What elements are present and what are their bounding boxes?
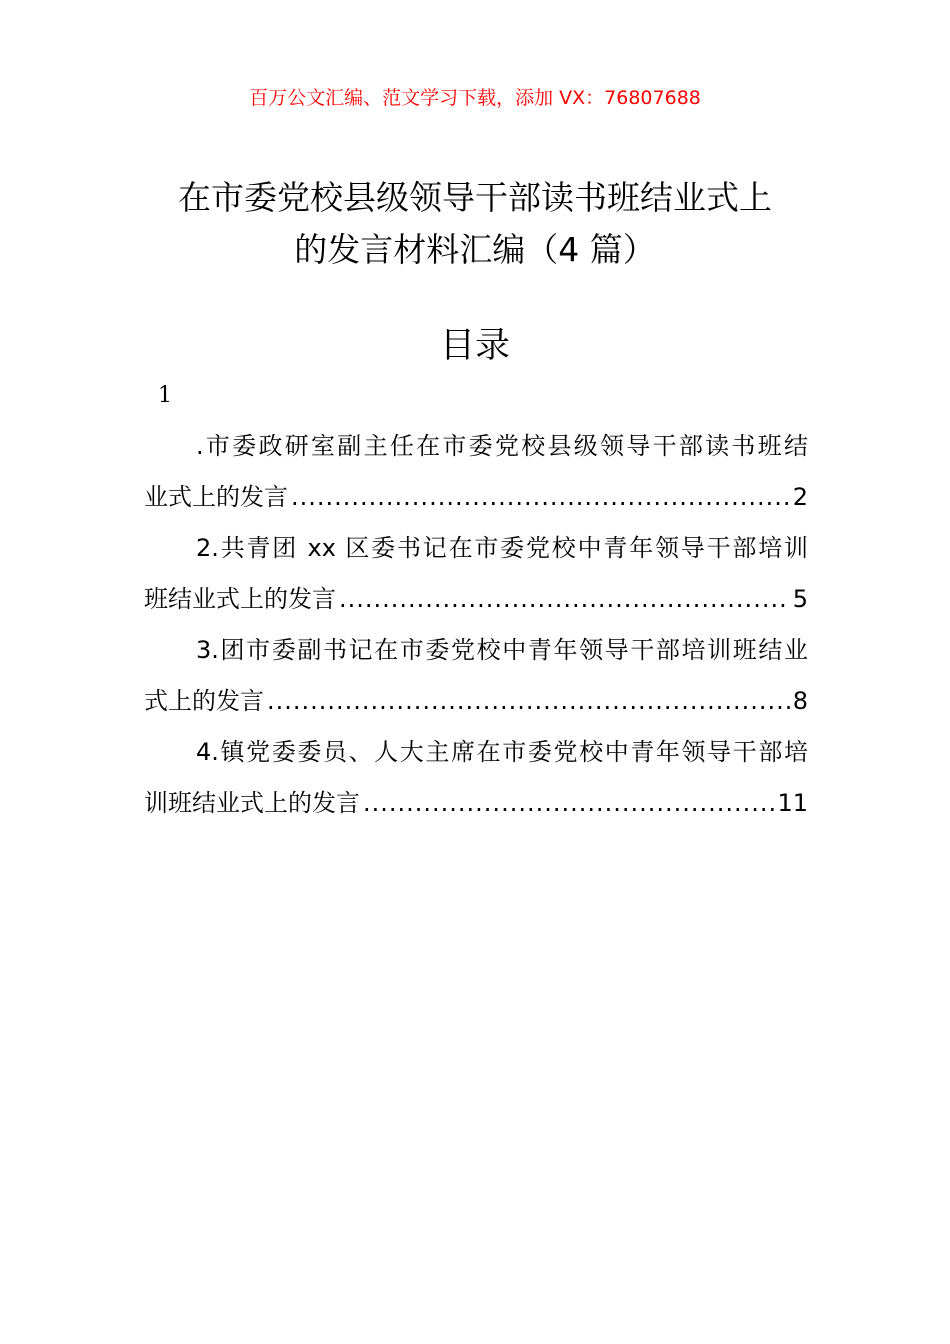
toc-entry-title-line-2 [144, 574, 808, 625]
page-marker: 1 [158, 383, 172, 408]
toc-entry-title-line-2 [144, 676, 808, 727]
toc-page-number: 5 [792, 585, 808, 613]
toc-page-number: 2 [792, 483, 808, 511]
toc-entry-title-line-1: 4.镇党委委员、人大主席在市委党校中青年领导干部培 [196, 738, 808, 766]
toc-entry-title-line-2 [144, 472, 808, 523]
toc-entry-title-line-1: 3.团市委副书记在市委党校中青年领导干部培训班结业 [196, 636, 808, 664]
toc-dot-leader [339, 574, 790, 625]
toc-entry-title-tail: 式上的发言 [144, 687, 264, 715]
table-of-contents [144, 421, 808, 829]
toc-dot-leader [291, 472, 790, 523]
toc-entry-title-line-2 [144, 778, 808, 829]
header-watermark-note: 百万公文汇编、范文学习下载，添加 VX：76807688 [249, 87, 701, 109]
toc-page-number: 8 [792, 687, 808, 715]
toc-heading: 目录 [439, 326, 510, 366]
toc-entry-title-tail: 班结业式上的发言 [144, 585, 336, 613]
toc-dot-leader [267, 676, 790, 727]
toc-entry-1[interactable] [144, 421, 808, 523]
toc-entry-title-tail: 训班结业式上的发言 [144, 789, 360, 817]
toc-entry-4[interactable] [144, 727, 808, 829]
toc-entry-2[interactable] [144, 523, 808, 625]
toc-entry-title-line-1: 2.共青团 xx 区委书记在市委党校中青年领导干部培训 [196, 534, 808, 562]
toc-dot-leader [363, 778, 774, 829]
document-title [100, 172, 850, 276]
toc-entry-title-tail: 业式上的发言 [144, 483, 288, 511]
toc-page-number: 11 [777, 789, 808, 817]
toc-entry-3[interactable] [144, 625, 808, 727]
document-title-line-1: 在市委党校县级领导干部读书班结业式上 [178, 178, 772, 217]
toc-entry-title-line-1: .市委政研室副主任在市委党校县级领导干部读书班结 [196, 432, 808, 460]
document-title-line-2: 的发言材料汇编（4 篇） [294, 230, 656, 269]
